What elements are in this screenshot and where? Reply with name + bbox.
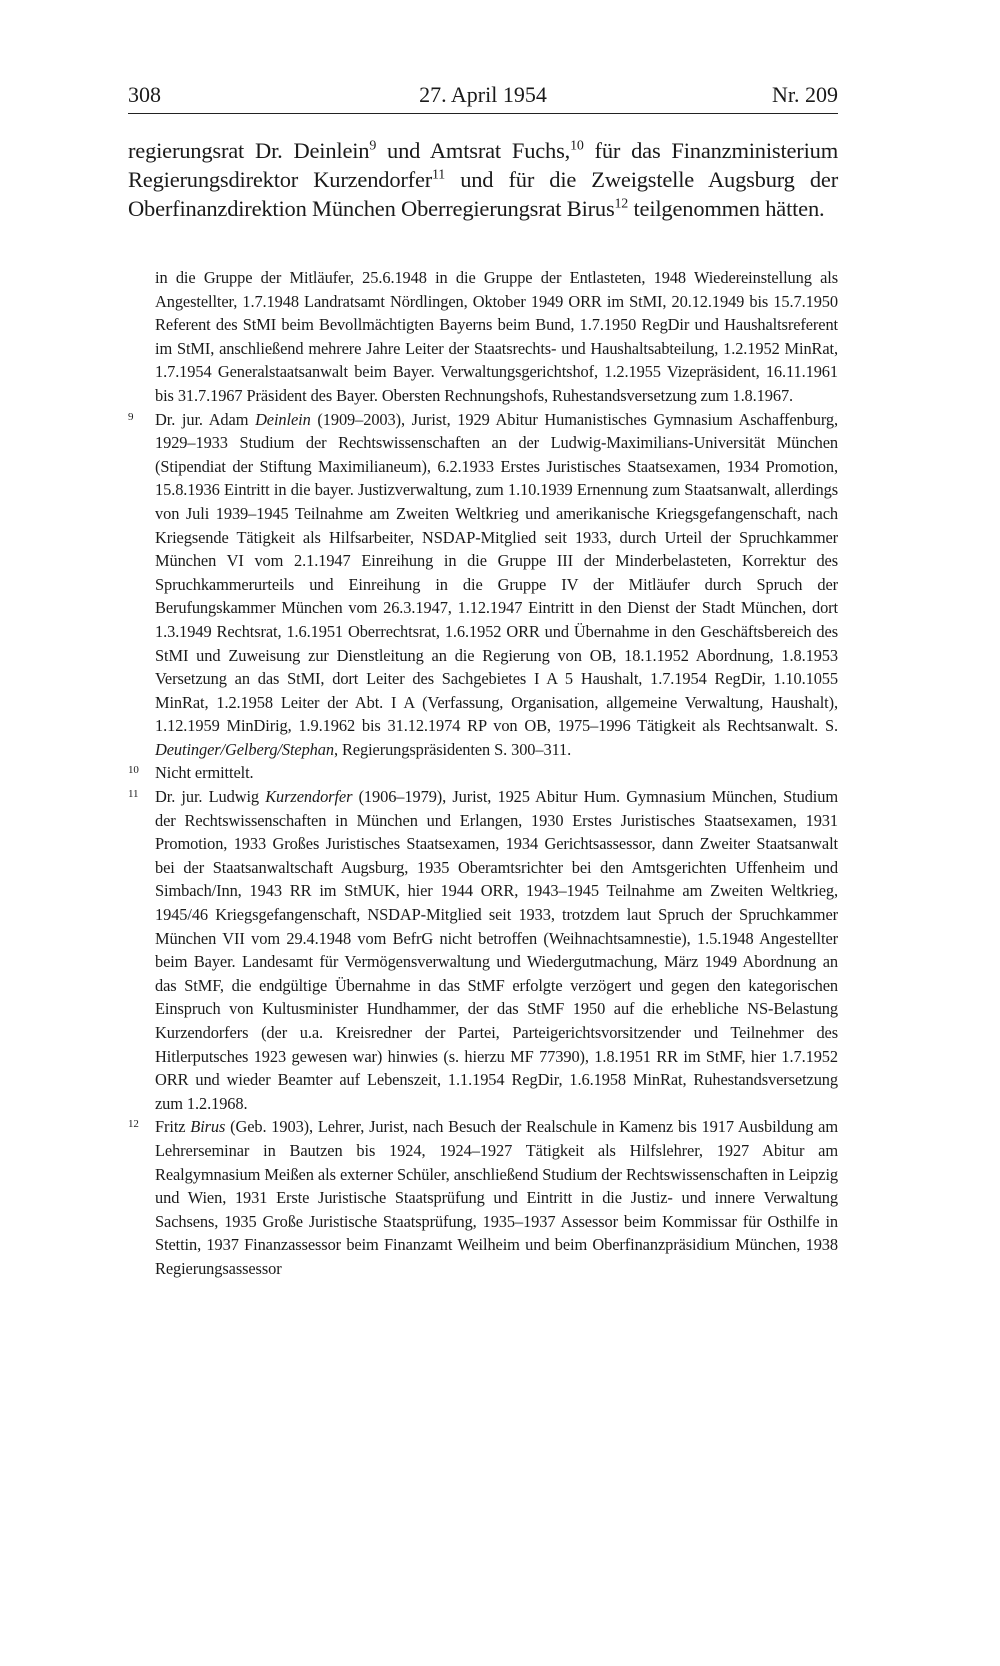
footnote-number: 12 bbox=[128, 1118, 139, 1131]
footnote-10 bbox=[128, 761, 838, 785]
main-text bbox=[128, 136, 838, 223]
running-head bbox=[128, 82, 838, 112]
footnote-ref-9[interactable]: 9 bbox=[369, 138, 377, 154]
footnote-ref-12[interactable]: 12 bbox=[614, 196, 629, 212]
footnote-continuation-text: in die Gruppe der Mitläufer, 25.6.1948 in die Gruppe der Entlasteten, 1948 Wiedereinstellung als Angestellter, 1.7.1948 Landratsamt Nördlingen, Oktober 1949 ORR im StMI, 20.12.1949 bis 15.7.1950 Referent des StMI beim Bevollmächtigten Bayerns beim Bund, 1.7.1950 RegDir und Haushaltsreferent im StMI, anschließend mehrere Jahre Leiter der Staatsrechts- und Haushaltsabteilung, 1.2.1952 MinRat, 1.7.1954 Generalstaatsanwalt beim Bayer. Verwaltungsgerichtshof, 1.2.1955 Vizepräsident, 16.11.1961 bis 31.7.1967 Präsident des Bayer. Obersten Rechnungshofs, Ruhestandsversetzung zum 1.8.1967. bbox=[155, 268, 838, 405]
main-text-segment: teilgenommen hätten. bbox=[628, 196, 825, 221]
footnote-number: 9 bbox=[128, 410, 134, 423]
footnote-text-segment: (1909–2003), Jurist, 1929 Abitur Humanistisches Gymnasium Aschaffenburg, 1929–1933 Studium der Rechtswissenschaften an der Ludwig-Maximilians-Universität München (Stipendiat der Stiftung Maximilianeum), 6.2.1933 Erstes Juristisches Staatsexamen, 1934 Promotion, 15.8.1936 Eintritt in die bayer. Justizverwaltung, zum 1.10.1939 Ernennung zum Staatsanwalt, allerdings von Juli 1939–1945 Teilnahme am Zweiten Weltkrieg und amerikanische Kriegsgefangenschaft, nach Kriegsende Tätigkeit als Hilfsarbeiter, NSDAP-Mitglied seit 1933, durch Urteil der Spruchkammer München VI vom 2.1.1947 Einreihung in die Gruppe III der Minderbelasteten, Korrektur des Spruchkammerurteils und Einreihung in die Gruppe IV der Mitläufer durch Spruch der Berufungskammer München vom 26.3.1947, 1.12.1947 Eintritt in den Dienst der Stadt München, dort 1.3.1949 Rechtsrat, 1.6.1951 Oberrechtsrat, 1.6.1952 ORR und Übernahme in den Geschäftsbereich des StMI und Zuweisung zur Dienstleitung an die Regierung von OB, 18.1.1952 Abordnung, 1.8.1953 Versetzung an das StMI, dort Leiter des Sachgebietes I A 5 Haushalt, 1.7.1954 RegDir, 1.10.1055 MinRat, 1.2.1958 Leiter der Abt. I A (Verfassung, Organisation, allgemeine Verwaltung, Haushalt), 1.12.1959 MinDirig, 1.9.1962 bis 31.12.1974 RP von OB, 1975–1996 Tätigkeit als Rechtsanwalt. S. bbox=[155, 409, 839, 736]
footnote-number: 10 bbox=[128, 764, 139, 777]
footnote-text-segment: Dr. jur. Adam bbox=[155, 409, 256, 429]
footnote-ref-10[interactable]: 10 bbox=[570, 138, 584, 154]
footnote-12 bbox=[128, 1115, 838, 1280]
footnote-text-segment: Fritz bbox=[155, 1117, 191, 1137]
footnote-continuation bbox=[128, 266, 838, 408]
person-name: Deinlein bbox=[255, 409, 311, 429]
footnote-text bbox=[155, 1115, 838, 1280]
footnote-number: 11 bbox=[128, 788, 139, 801]
document-number: Nr. 209 bbox=[772, 82, 838, 107]
main-text-segment: und für die Zweigstelle Augsburg der Oberfinanzdirektion München Oberregierungsrat Birus bbox=[128, 167, 838, 221]
running-head-date: 27. April 1954 bbox=[419, 82, 547, 107]
reference-authors: Deutinger/Gelberg/Stephan bbox=[155, 739, 334, 759]
footnote-11 bbox=[128, 785, 838, 1115]
main-text-segment: und Amtsrat Fuchs, bbox=[376, 138, 571, 163]
main-text-segment: für das Finanzministerium Regierungsdirektor Kurzendorfer bbox=[128, 138, 838, 192]
footnote-text-segment: (1906–1979), Jurist, 1925 Abitur Hum. Gymnasium München, Studium der Rechtswissenschaften in München und Erlangen, 1930 Erstes Juristisches Staatsexamen, 1931 Promotion, 1933 Großes Juristisches Staatsexamen, 1934 Gerichtsassessor, dann Zweiter Staatsanwalt bei der Staatsanwaltschaft Augsburg, 1935 Oberamtsrichter bei den Amtsgerichten Uffenheim und Simbach/Inn, 1943 RR im StMUK, hier 1944 ORR, 1943–1945 Teilnahme am Zweiten Weltkrieg, 1945/46 Kriegsgefangenschaft, NSDAP-Mitglied seit 1933, trotzdem laut Spruch der Spruchkammer München VII vom 29.4.1948 vom BefrG nicht betroffen (Weihnachtsamnestie), 1.5.1948 Angestellter beim Bayer. Landesamt für Vermögensverwaltung und Wiedergutmachung, März 1949 Abordnung an das StMF, die endgültige Übernahme in das StMF erfolgte verzögert und gegen den kategorischen Einspruch von Kultusminister Hundhammer, der das StMF 1950 auf die erhebliche NS-Belastung Kurzendorfers (der u.a. Kreisredner der Partei, Parteigerichtsvorsitzender und Teilnehmer des Hitlerputsches 1923 gewesen war) hinwies (s. hierzu MF 77390), 1.8.1951 RR im StMF, hier 1.7.1952 ORR und wieder Beamter auf Lebenszeit, 1.1.1954 RegDir, 1.6.1958 MinRat, Ruhestandsversetzung zum 1.2.1968. bbox=[155, 787, 838, 1113]
person-name: Birus bbox=[190, 1117, 226, 1137]
footnote-9 bbox=[128, 408, 838, 762]
footnote-ref-11[interactable]: 11 bbox=[432, 167, 446, 183]
footnote-text-segment: Dr. jur. Ludwig bbox=[155, 787, 266, 807]
person-name: Kurzendorfer bbox=[265, 787, 353, 807]
footnote-text-segment: (Geb. 1903), Lehrer, Jurist, nach Besuch der Realschule in Kamenz bis 1917 Ausbildung am Lehrerseminar in Bautzen bis 1924, 1924–1927 Tätigkeit als Hilfslehrer, 1927 Abitur am Realgymnasium Meißen als externer Schüler, anschließend Studium der Rechtswissenschaften in Leipzig und Wien, 1931 Erste Juristische Staatsprüfung und Eintritt in die Justiz- und innere Verwaltung Sachsens, 1935 Große Juristische Staatsprüfung, 1935–1937 Assessor beim Kommissar für Osthilfe in Stettin, 1937 Finanzassessor beim Finanzamt Weilheim und beim Oberfinanzpräsidium München, 1938 Regierungsassessor bbox=[155, 1117, 838, 1278]
footnote-text: Nicht ermittelt. bbox=[155, 763, 254, 783]
footnote-text-segment: , Regierungspräsidenten S. 300–311. bbox=[333, 739, 572, 759]
main-text-segment: regierungsrat Dr. Deinlein bbox=[128, 138, 370, 163]
header-rule bbox=[128, 113, 838, 114]
footnote-text bbox=[155, 785, 838, 1115]
page-number: 308 bbox=[128, 82, 161, 107]
footnotes bbox=[128, 266, 838, 1281]
footnote-text bbox=[155, 408, 838, 762]
